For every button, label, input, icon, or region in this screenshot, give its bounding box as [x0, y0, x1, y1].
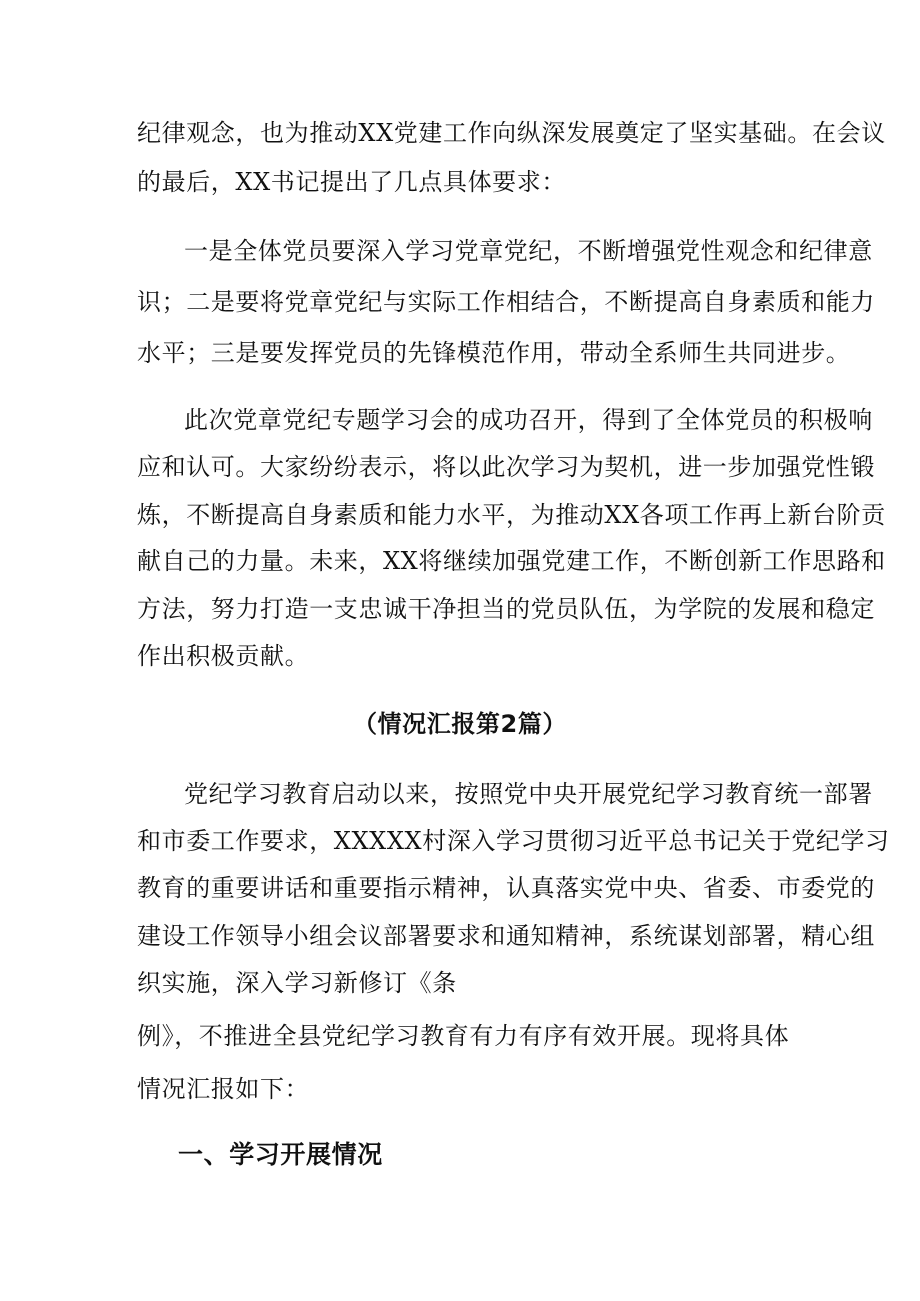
report-heading: （情况汇报第2篇）: [352, 710, 568, 738]
paragraph-1-line-1: 纪律观念，也为推动XX党建工作向纵深发展奠定了坚实基础。在会议: [137, 119, 886, 147]
paragraph-4-line-2: 和市委工作要求，XXXXX村深入学习贯彻习近平总书记关于党纪学习: [137, 827, 890, 855]
paragraph-3-line-4: 献自己的力量。未来，XX将继续加强党建工作，不断创新工作思路和: [137, 547, 886, 575]
paragraph-2-line-3: 水平；三是要发挥党员的先锋模范作用，带动全系师生共同进步。: [137, 339, 851, 367]
paragraph-3-line-5: 方法，努力打造一支忠诚干净担当的党员队伍，为学院的发展和稳定: [137, 595, 875, 623]
paragraph-3-line-3: 炼，不断提高自身素质和能力水平，为推动XX各项工作再上新台阶贡: [137, 501, 886, 529]
paragraph-3-line-6: 作出积极贡献。: [137, 642, 310, 670]
paragraph-3-line-1: 此次党章党纪专题学习会的成功召开，得到了全体党员的积极响: [184, 406, 873, 434]
paragraph-4-line-4: 建设工作领导小组会议部署要求和通知精神，系统谋划部署，精心组: [137, 922, 875, 950]
paragraph-3-line-2: 应和认可。大家纷纷表示，将以此次学习为契机，进一步加强党性锻: [137, 453, 875, 481]
paragraph-2-line-1: 一是全体党员要深入学习党章党纪，不断增强党性观念和纪律意: [184, 237, 873, 265]
paragraph-4-line-6: 例》，不推进全县党纪学习教育有力有序有效开展。现将具体: [137, 1022, 790, 1050]
paragraph-4-line-1: 党纪学习教育启动以来，按照党中央开展党纪学习教育统一部署: [184, 780, 873, 808]
paragraph-4-line-7: 情况汇报如下：: [137, 1075, 310, 1103]
section-1-title: 一、学习开展情况: [178, 1140, 383, 1169]
paragraph-4-line-5: 织实施，深入学习新修订《条: [137, 969, 457, 997]
paragraph-2-line-2: 识；二是要将党章党纪与实际工作相结合，不断提高自身素质和能力: [137, 288, 875, 316]
paragraph-4-line-3: 教育的重要讲话和重要指示精神，认真落实党中央、省委、市委党的: [137, 874, 875, 902]
paragraph-1-line-2: 的最后，XX书记提出了几点具体要求：: [137, 168, 566, 196]
